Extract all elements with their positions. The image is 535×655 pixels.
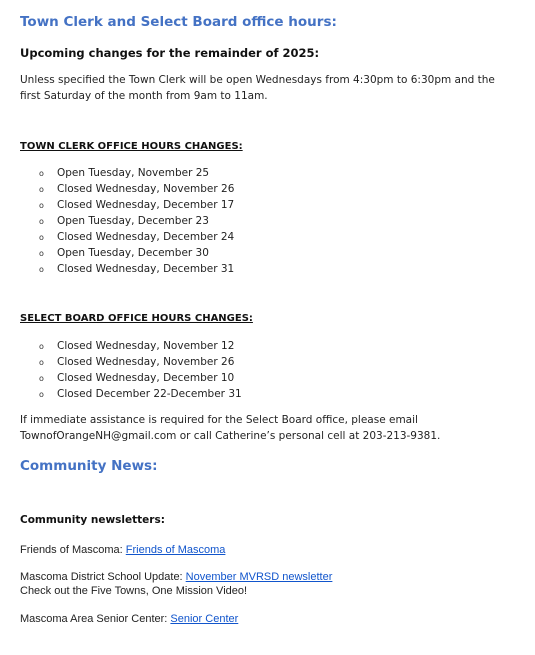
- list-item: [20, 370, 242, 386]
- list-item-text: Closed Wednesday, December 10: [57, 372, 235, 384]
- list-item: [20, 181, 234, 197]
- list-item-text: Closed Wednesday, November 26: [57, 356, 235, 368]
- bullet-icon: o: [39, 357, 44, 367]
- bullet-icon: o: [39, 232, 44, 242]
- office-hours-heading: Town Clerk and Select Board office hours:: [20, 14, 337, 30]
- friends-of-mascoma-link[interactable]: Friends of Mascoma: [125, 544, 226, 556]
- school-update-line: [20, 570, 332, 584]
- list-item-text: Closed Wednesday, November 12: [57, 340, 235, 352]
- list-item-text: Open Tuesday, December 23: [57, 215, 209, 227]
- upcoming-changes-heading: Upcoming changes for the remainder of 2025:: [20, 46, 320, 60]
- town-clerk-changes-list: [20, 165, 234, 277]
- list-item: [20, 165, 234, 181]
- list-item: [20, 386, 242, 402]
- list-item: [20, 197, 234, 213]
- list-item-text: Closed Wednesday, December 24: [57, 231, 235, 243]
- bullet-icon: o: [39, 389, 44, 399]
- list-item-text: Closed Wednesday, December 17: [57, 199, 235, 211]
- community-news-heading: Community News:: [20, 458, 158, 474]
- list-item-text: Closed Wednesday, November 26: [57, 183, 235, 195]
- list-item-text: Closed Wednesday, December 31: [57, 263, 235, 275]
- friends-of-mascoma-line: [20, 543, 225, 557]
- list-item: [20, 229, 234, 245]
- community-newsletters-label: Community newsletters:: [20, 514, 165, 526]
- senior-center-link[interactable]: Senior Center: [170, 613, 239, 625]
- senior-center-prefix: Mascoma Area Senior Center:: [20, 613, 171, 625]
- list-item-text: Closed December 22-December 31: [57, 388, 242, 400]
- list-item: [20, 261, 234, 277]
- bullet-icon: o: [39, 200, 44, 210]
- office-hours-intro: Unless specified the Town Clerk will be open Wednesdays from 4:30pm to 6:30pm and the first Saturday of the month from 9am to 11am.: [20, 74, 495, 102]
- assistance-note: If immediate assistance is required for the Select Board office, please email TownofOrangeNH@gmail.com or call Catherine’s personal cell at 203-213-9381.: [20, 414, 441, 442]
- town-clerk-changes-heading: TOWN CLERK OFFICE HOURS CHANGES:: [20, 141, 243, 152]
- select-board-changes-heading: SELECT BOARD OFFICE HOURS CHANGES:: [20, 313, 253, 324]
- bullet-icon: o: [39, 184, 44, 194]
- list-item: [20, 338, 242, 354]
- list-item: [20, 245, 234, 261]
- video-line: Check out the Five Towns, One Mission Video!: [20, 585, 248, 597]
- list-item-text: Open Tuesday, December 30: [57, 247, 209, 259]
- list-item: [20, 354, 242, 370]
- bullet-icon: o: [39, 248, 44, 258]
- select-board-changes-list: [20, 338, 242, 402]
- bullet-icon: o: [39, 264, 44, 274]
- bullet-icon: o: [39, 216, 44, 226]
- bullet-icon: o: [39, 373, 44, 383]
- school-update-prefix: Mascoma District School Update:: [20, 571, 186, 583]
- list-item: [20, 213, 234, 229]
- senior-center-line: [20, 612, 238, 626]
- bullet-icon: o: [39, 341, 44, 351]
- friends-of-mascoma-prefix: Friends of Mascoma:: [20, 544, 126, 556]
- list-item-text: Open Tuesday, November 25: [57, 167, 210, 179]
- bullet-icon: o: [39, 168, 44, 178]
- school-newsletter-link[interactable]: November MVRSD newsletter: [185, 571, 333, 583]
